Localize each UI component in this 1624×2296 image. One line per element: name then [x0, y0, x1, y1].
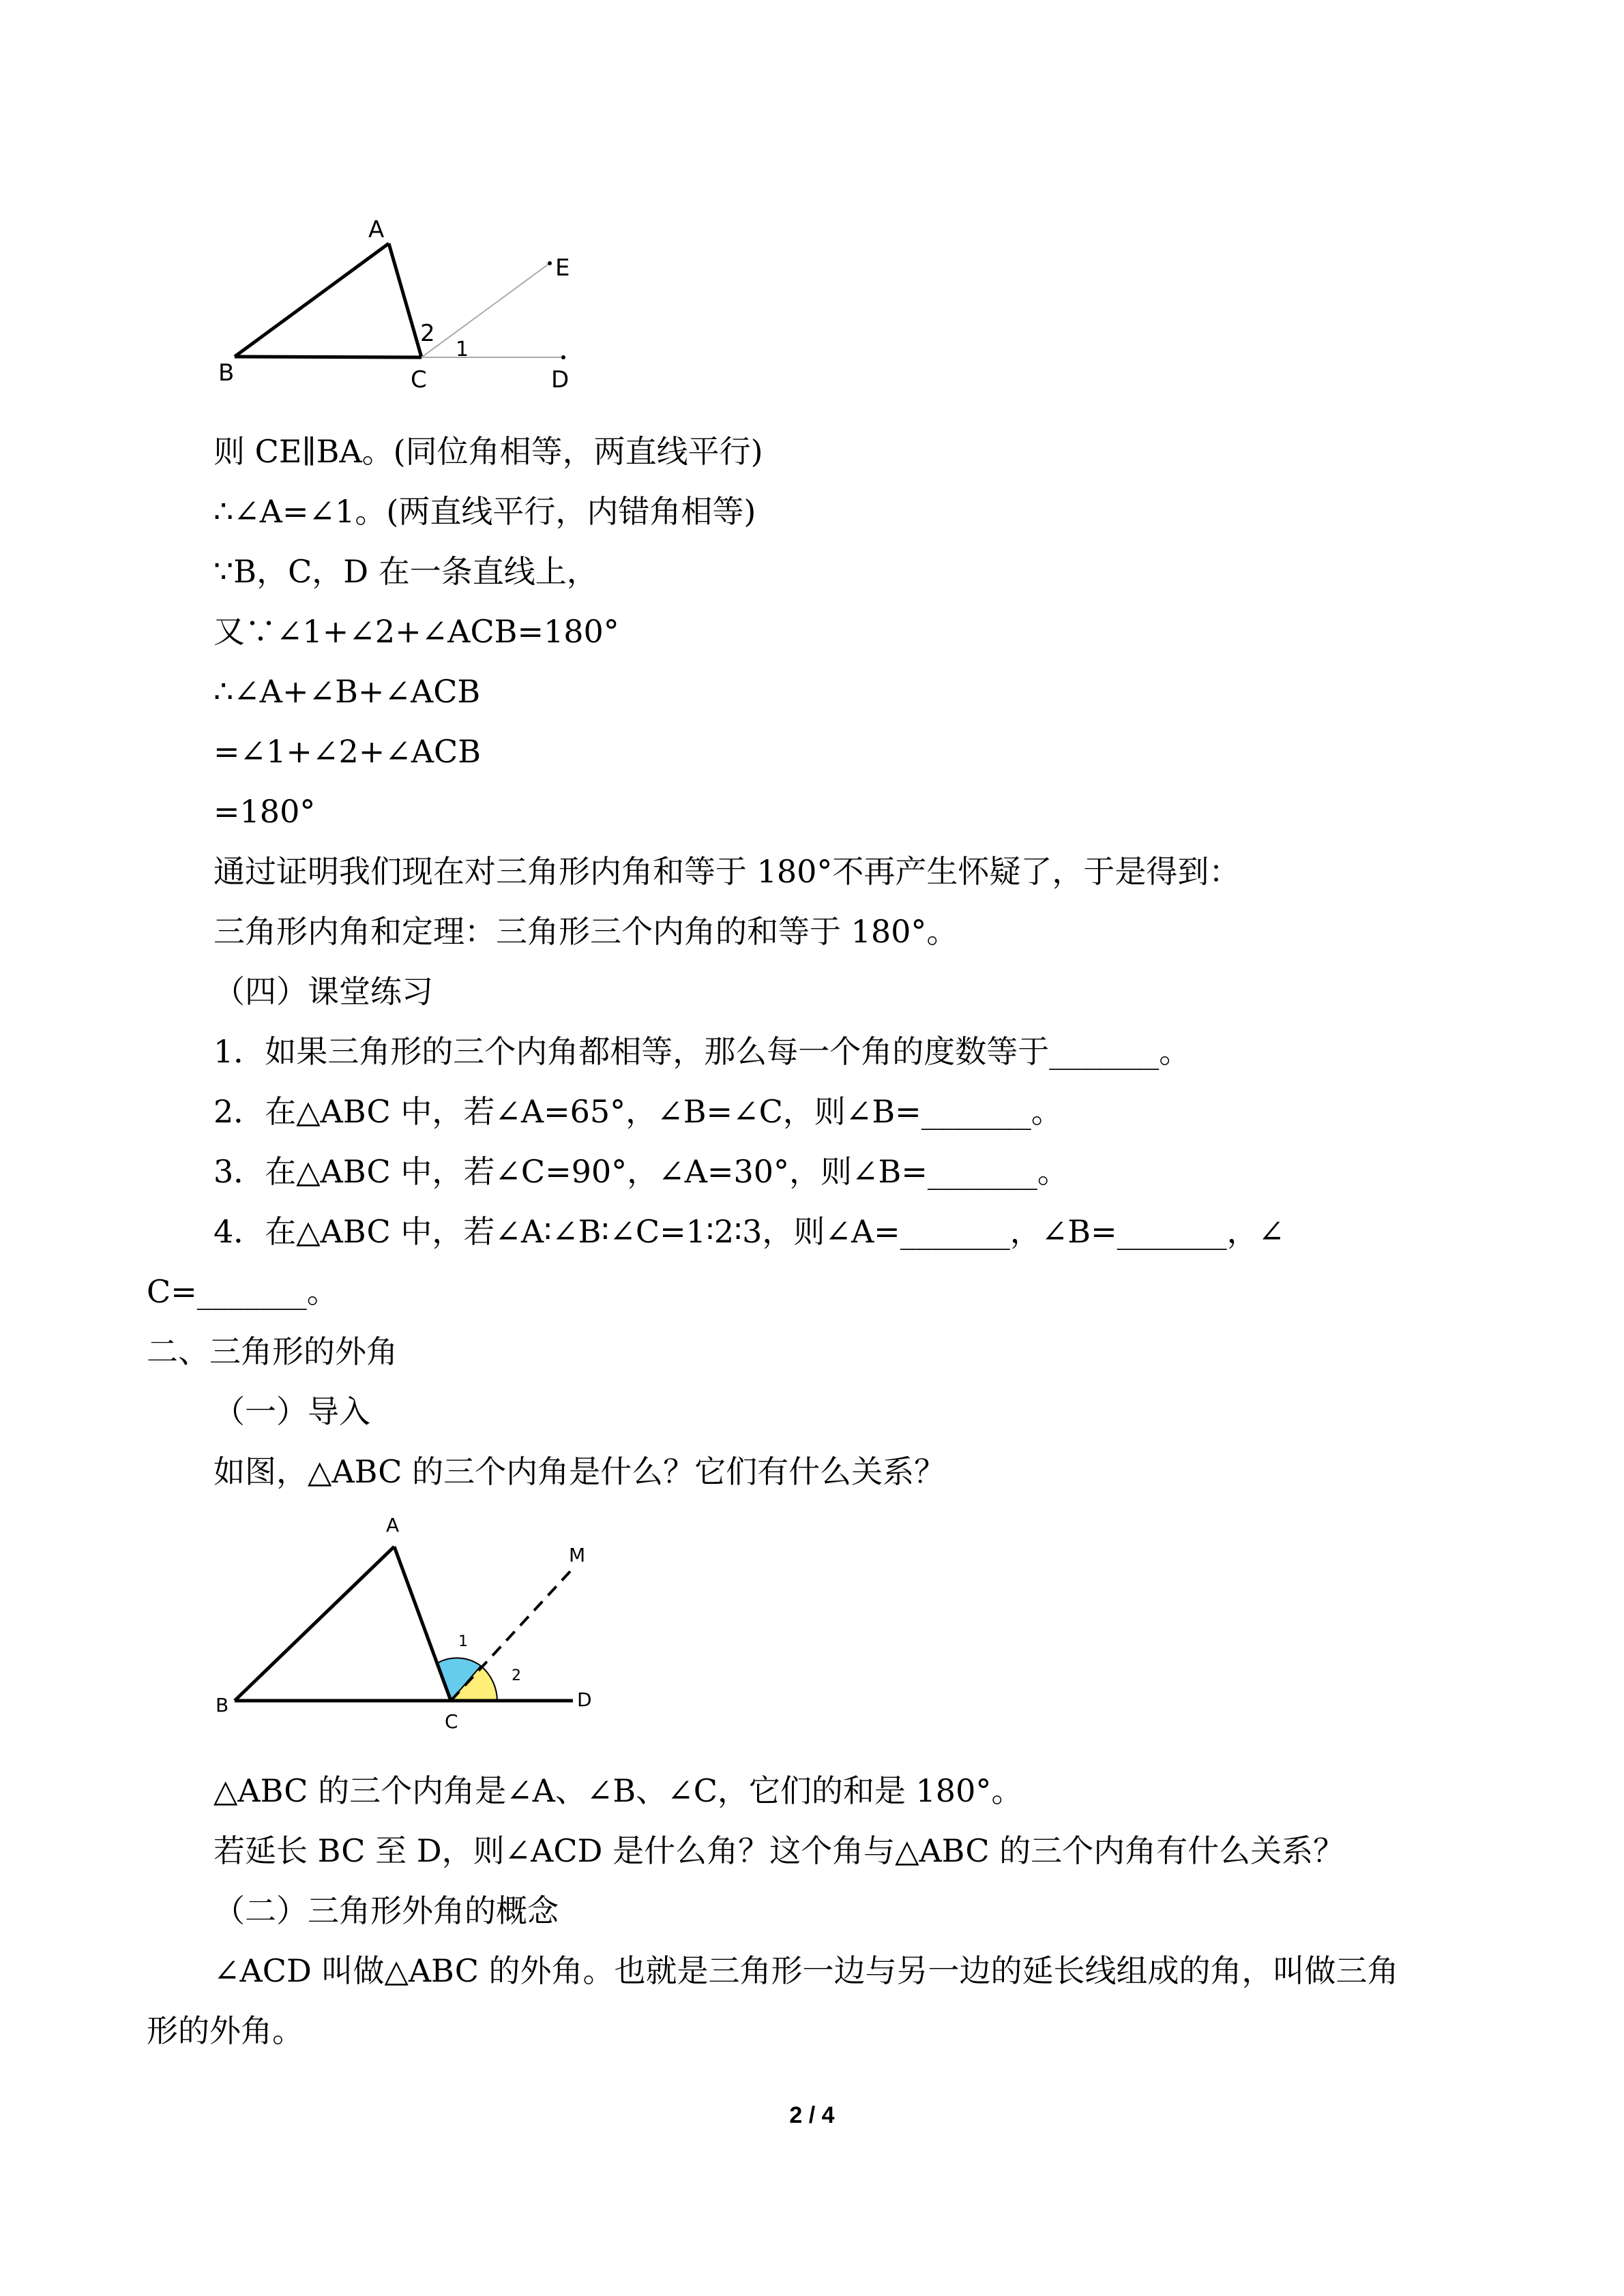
exercise-2: 2．在△ABC 中，若∠A=65°，∠B=∠C，则∠B=_______。 — [213, 1093, 1063, 1130]
interior-angles-answer: △ABC 的三个内角是∠A、∠B、∠C，它们的和是 180°。 — [213, 1772, 1023, 1809]
proof-line-7: =180° — [213, 793, 316, 830]
label-c: C — [445, 1710, 458, 1732]
subsection-intro-heading: （一）导入 — [213, 1393, 370, 1430]
label-m: M — [569, 1544, 586, 1566]
segment-ab — [235, 1547, 394, 1701]
figure-triangle-parallel — [205, 205, 587, 402]
proof-line-2: ∴∠A=∠1。(两直线平行，内错角相等) — [213, 493, 756, 530]
label-a: A — [368, 216, 385, 243]
segment-ce — [422, 263, 550, 357]
label-angle-1: 1 — [458, 1633, 468, 1650]
label-angle-2: 2 — [420, 320, 435, 347]
label-d: D — [551, 366, 570, 393]
proof-line-4: 又∵∠1+∠2+∠ACB=180° — [213, 613, 619, 650]
definition-line-2: 形的外角。 — [147, 2012, 304, 2049]
practice-heading: （四）课堂练习 — [213, 973, 433, 1010]
proof-conclusion: 通过证明我们现在对三角形内角和等于 180°不再产生怀疑了，于是得到： — [213, 853, 1241, 890]
label-c: C — [411, 366, 427, 393]
proof-line-5: ∴∠A+∠B+∠ACB — [213, 673, 481, 710]
definition-line-1: ∠ACD 叫做△ABC 的外角。也就是三角形一边与另一边的延长线组成的角，叫做三角 — [213, 1952, 1399, 1989]
label-a: A — [386, 1514, 400, 1536]
label-b: B — [218, 359, 235, 387]
theorem-statement: 三角形内角和定理：三角形三个内角的和等于 180°。 — [213, 913, 958, 950]
exercise-1: 1．如果三角形的三个内角都相等，那么每一个角的度数等于_______。 — [213, 1033, 1191, 1070]
segment-ac — [394, 1547, 451, 1701]
label-e: E — [555, 254, 570, 282]
label-angle-1: 1 — [456, 338, 469, 361]
extension-question: 若延长 BC 至 D，则∠ACD 是什么角？这个角与△ABC 的三个内角有什么关系？ — [213, 1832, 1345, 1869]
point-d — [561, 355, 565, 359]
proof-line-6: =∠1+∠2+∠ACB — [213, 733, 482, 770]
page-number: 2 / 4 — [789, 2102, 835, 2128]
label-b: B — [216, 1694, 229, 1716]
subsection-concept-heading: （二）三角形外角的概念 — [213, 1892, 559, 1929]
label-angle-2: 2 — [512, 1667, 521, 1684]
exercise-3: 3．在△ABC 中，若∠C=90°，∠A=30°，则∠B=_______。 — [213, 1153, 1069, 1190]
proof-line-1: 则 CE∥BA。(同位角相等，两直线平行) — [213, 433, 763, 470]
section-2-title: 二、三角形的外角 — [147, 1333, 398, 1370]
segment-ac — [389, 243, 422, 357]
segment-ab — [235, 243, 389, 357]
label-d: D — [577, 1688, 592, 1711]
intro-question: 如图，△ABC 的三个内角是什么？它们有什么关系？ — [213, 1453, 946, 1490]
proof-line-3: ∵B，C，D 在一条直线上， — [213, 553, 598, 590]
figure-exterior-angle — [205, 1507, 614, 1732]
exercise-4: 4．在△ABC 中，若∠A∶∠B∶∠C=1∶2∶3，则∠A=_______，∠B=_______，∠ — [213, 1213, 1285, 1250]
point-e — [548, 261, 552, 265]
exercise-4-continued: C=_______。 — [147, 1273, 338, 1310]
